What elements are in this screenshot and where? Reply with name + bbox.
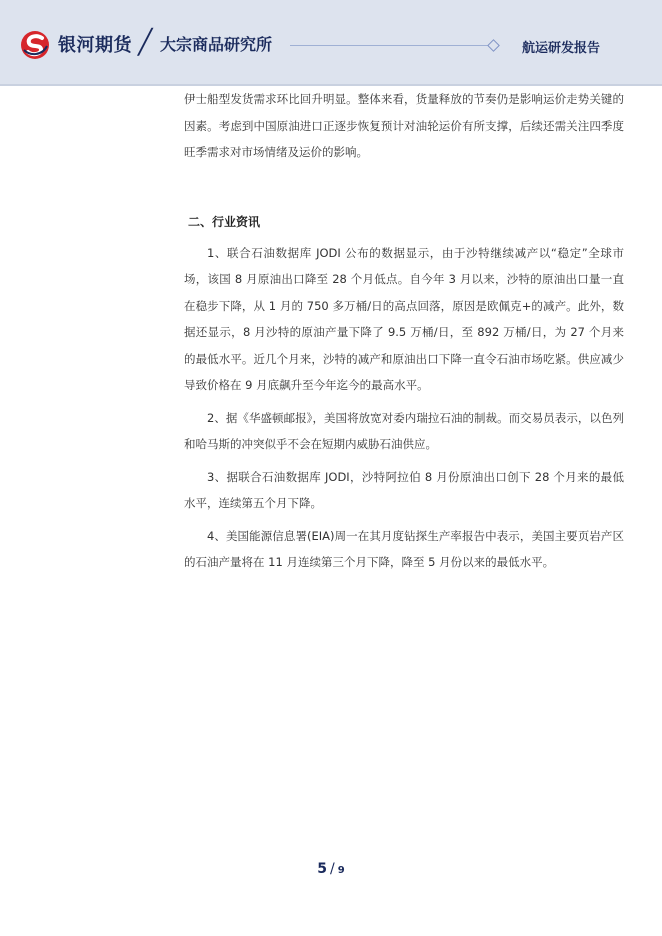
header-slash-divider: ╱: [138, 28, 153, 56]
header-rule-line: [290, 45, 490, 46]
page-number: [0, 858, 662, 877]
intro-paragraph: 伊士船型发货需求环比回升明显。整体来看，货量释放的节奏仍是影响运价走势关键的因素。考虑到中国原油进口正逐步恢复预计对油轮运价有所支撑，后续还需关注四季度旺季需求对市场情绪及运价的影响。: [184, 92, 624, 159]
current-page: 5: [317, 861, 328, 877]
report-type-label: 航运研发报告: [522, 41, 601, 56]
brand-name: 银河期货: [58, 35, 132, 56]
news-item-2: 2、据《华盛顿邮报》，美国将放宽对委内瑞拉石油的制裁。而交易员表示，以色列和哈马斯的冲突似乎不会在短期内威胁石油供应。: [184, 410, 624, 451]
report-body: [184, 86, 624, 582]
total-pages: 9: [337, 865, 345, 876]
page-separator: /: [330, 861, 335, 877]
news-item-3: 3、据联合石油数据库 JODI，沙特阿拉伯 8 月份原油出口创下 28 个月来的最低水平，连续第五个月下降。: [184, 469, 624, 510]
diamond-icon: [487, 39, 500, 52]
news-item-1: 1、联合石油数据库 JODI 公布的数据显示，由于沙特继续减产以“稳定”全球市场，该国 8 月原油出口降至 28 个月低点。自今年 3 月以来，沙特的原油出口量一直在稳步下降，从 1 月的 750 多万桶/日的高点回落，原因是欧佩克+的减产。此外，数据还显示，8 月沙特的原油产量下降了 9.5 万桶/日，至 892 万桶/日，为 27 个月来的最低水平。近几个月来，沙特的减产和原油出口下降一直令石油市场吃紧。供应减少导致价格在 9 月底飙升至今年迄今的最高水平。: [184, 245, 624, 392]
section-title: 二、行业资讯: [188, 214, 261, 229]
institute-name: 大宗商品研究所: [160, 35, 273, 54]
news-item-4: 4、美国能源信息署(EIA)周一在其月度钻探生产率报告中表示，美国主要页岩产区的石油产量将在 11 月连续第三个月下降，降至 5 月份以来的最低水平。: [184, 528, 624, 569]
page-header: [0, 0, 662, 84]
galaxy-futures-logo-icon: [20, 30, 50, 60]
